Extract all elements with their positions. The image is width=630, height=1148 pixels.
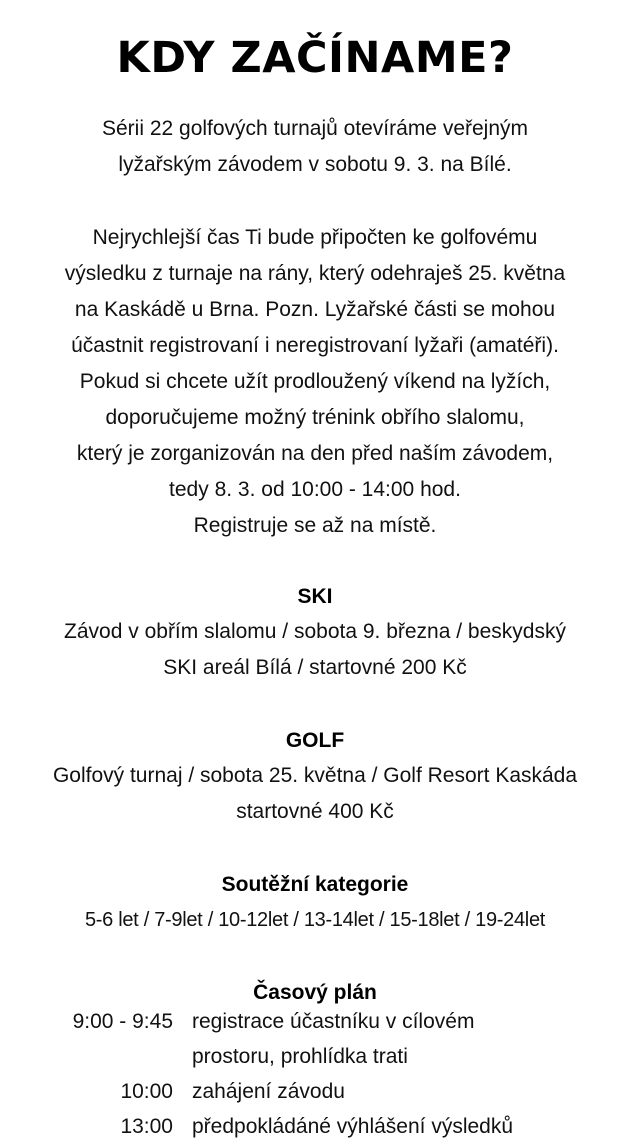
- details-line: Registruje se až na místě.: [193, 514, 437, 537]
- ski-description: [0, 614, 630, 686]
- schedule-time: 10:00: [120, 1080, 173, 1103]
- details-line: který je zorganizován na den před naším závodem,: [76, 442, 554, 465]
- intro-paragraph: [0, 111, 630, 183]
- categories-heading: Soutěžní kategorie: [221, 873, 409, 896]
- details-line: Pokud si chcete užít prodloužený víkend na lyžích,: [79, 370, 551, 393]
- categories-line: 5-6 let / 7-9let / 10-12let / 13-14let / 15-18let / 19-24let: [84, 909, 546, 931]
- details-paragraph: [0, 220, 630, 544]
- golf-description: [0, 758, 630, 830]
- schedule-time: 13:00: [120, 1115, 173, 1138]
- page-title: KDY ZAČÍNAME?: [116, 33, 514, 83]
- schedule-description: předpokládáné výhlášení výsledků: [192, 1115, 514, 1138]
- schedule-description: registrace účastníku v cílovém: [192, 1010, 475, 1033]
- schedule-heading: Časový plán: [253, 981, 377, 1004]
- golf-line: Golfový turnaj / sobota 25. května / Golf Resort Kaskáda: [52, 764, 578, 787]
- ski-line: SKI areál Bílá / startovné 200 Kč: [163, 656, 467, 679]
- golf-heading: GOLF: [285, 729, 345, 752]
- details-line: výsledku z turnaje na rány, který odehraješ 25. května: [64, 262, 566, 285]
- details-line: doporučujeme možný trénink obřího slalomu,: [105, 406, 525, 429]
- intro-line: Sérii 22 golfových turnajů otevíráme veřejným: [101, 117, 529, 140]
- schedule-description: zahájení závodu: [192, 1080, 345, 1103]
- golf-line: startovné 400 Kč: [236, 800, 394, 823]
- schedule-time: 9:00 - 9:45: [72, 1010, 173, 1033]
- schedule-description: prostoru, prohlídka trati: [192, 1045, 408, 1068]
- ski-heading: SKI: [297, 585, 333, 608]
- details-line: tedy 8. 3. od 10:00 - 14:00 hod.: [169, 478, 461, 501]
- details-line: Nejrychlejší čas Ti bude připočten ke golfovému: [92, 226, 538, 249]
- intro-line: lyžařským závodem v sobotu 9. 3. na Bílé.: [118, 153, 512, 176]
- details-line: účastnit registrovaní i neregistrovaní lyžaři (amatéři).: [71, 334, 559, 357]
- details-line: na Kaskádě u Brna. Pozn. Lyžařské části se mohou: [74, 298, 556, 321]
- categories-list: [0, 902, 630, 938]
- ski-line: Závod v obřím slalomu / sobota 9. března / beskydský: [64, 620, 566, 643]
